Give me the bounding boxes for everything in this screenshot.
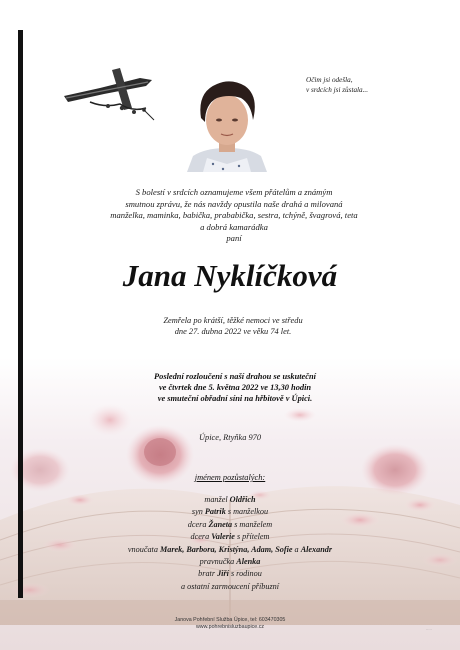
- announcement-intro: [95, 187, 373, 245]
- survivor-line: dcera Žaneta s manželem: [187, 519, 273, 529]
- survivor-line: syn Patrik s manželkou: [191, 507, 269, 517]
- deceased-name: Jana Nyklíčková: [122, 258, 338, 293]
- death-notice: [120, 315, 346, 337]
- survivors-title: jménem pozůstalých:: [194, 473, 266, 482]
- memorial-quote: [306, 76, 446, 95]
- intro-line: manželka, maminka, babička, prababička, sestra, tchýně, švagrová, teta: [110, 210, 358, 221]
- footer-website: www.pohrebnisluzbaupice.cz: [195, 624, 264, 631]
- portrait-photo: [183, 72, 271, 172]
- survivor-line: manžel Oldřich: [204, 495, 256, 504]
- survivor-line: a ostatní zarmoucení příbuzní: [180, 581, 280, 591]
- intro-line: S bolestí v srdcích oznamujeme všem přátelům a známým: [135, 187, 333, 197]
- intro-line: a dobrá kamarádka: [200, 221, 268, 232]
- farewell-line: ve smuteční obřadní síni na hřbitově v Úpici.: [157, 394, 313, 404]
- survivor-line: vnoučata Marek, Barbora, Kristýna, Adam, Sofie a Alexandr: [127, 544, 333, 554]
- farewell-line: ve čtvrtek dne 5. května 2022 ve 13,30 hodin: [158, 383, 312, 393]
- black-side-bar: [18, 30, 23, 598]
- death-line: dne 27. dubna 2022 ve věku 74 let.: [174, 327, 292, 336]
- survivor-line: pravnučka Alenka: [199, 557, 261, 567]
- funeral-details: [92, 371, 378, 405]
- survivor-line: bratr Jiří s rodinou: [198, 569, 262, 579]
- family-address: Úpice, Rtyňka 970: [198, 433, 262, 442]
- quote-line: Očim jsi odešla,: [306, 76, 353, 84]
- quote-line: v srdcích jsi zůstala...: [306, 85, 369, 94]
- death-line: Zemřela po krátší, těžké nemoci ve středu: [163, 316, 303, 325]
- intro-line: paní: [226, 233, 242, 244]
- survivors-list: [70, 494, 390, 593]
- corner-mark: ·····: [426, 628, 432, 632]
- funeral-service-footer: [110, 617, 350, 631]
- footer-line: Janova Pohřební Služba Úpice, tel: 603470305: [174, 617, 286, 623]
- survivor-line: dcera Valerie s přítelem: [190, 532, 270, 542]
- farewell-line: Poslední rozloučení s naší drahou se uskuteční: [154, 372, 316, 381]
- cross-with-branch-icon: [60, 68, 160, 123]
- intro-line: smutnou zprávu, že nás navždy opustila naše drahá a milovaná: [125, 198, 343, 209]
